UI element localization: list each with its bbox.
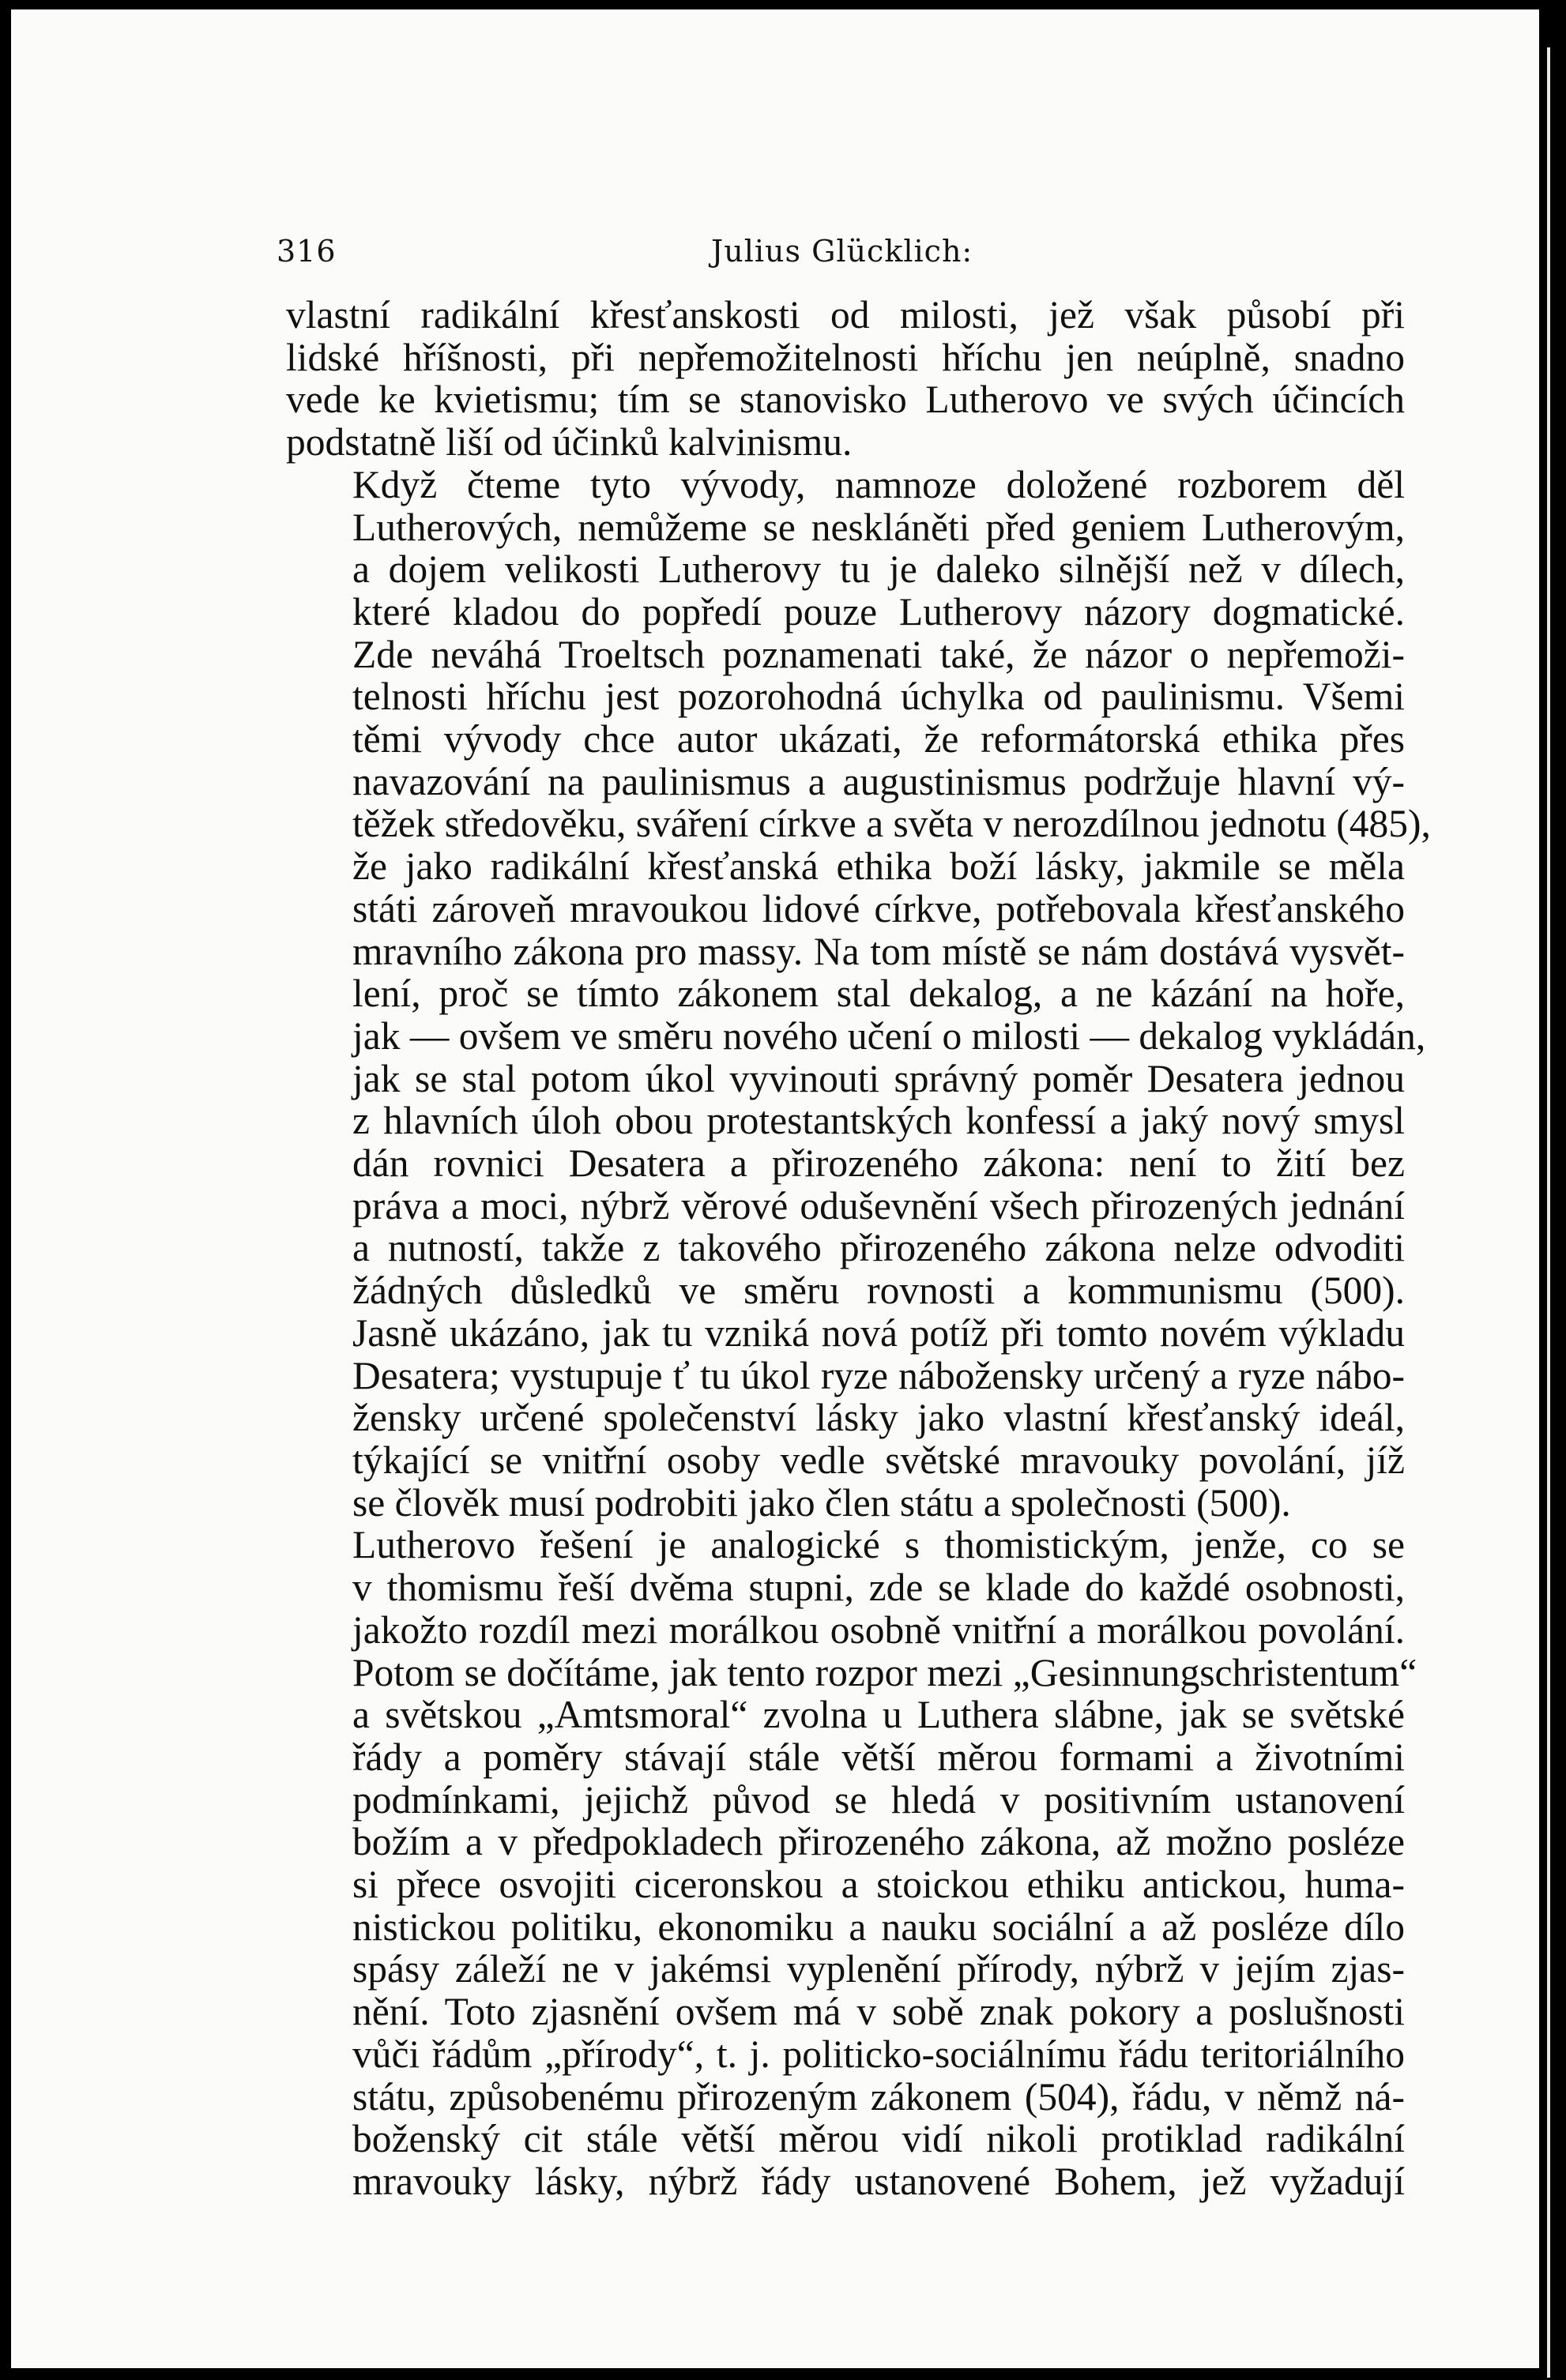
text-line: božím a v předpokladech přirozeného zákona, až možno posléze <box>352 1820 1405 1864</box>
text-line: vlastní radikální křesťanskosti od milosti, jež však působí při <box>286 293 1405 337</box>
text-line: těmi vývody chce autor ukázati, že reformátorská ethika přes <box>352 717 1405 761</box>
text-line: se člověk musí podrobiti jako člen státu a společnosti (500). <box>352 1480 1291 1525</box>
text-line: si přece osvojiti ciceronskou a stoickou ethiku antickou, huma- <box>352 1863 1405 1907</box>
page-edge-line <box>1547 47 1550 2378</box>
text-line: a nutností, takže z takového přirozeného zákona nelze odvoditi <box>352 1226 1405 1270</box>
text-line: nistickou politiku, ekonomiku a nauku sociální a až posléze dílo <box>352 1904 1405 1949</box>
text-line: v thomismu řeší dvěma stupni, zde se klade do každé osobnosti, <box>352 1566 1405 1610</box>
text-line: podmínkami, jejichž původ se hledá v positivním ustanovení <box>352 1777 1405 1822</box>
text-line: jak — ovšem ve směru nového učení o milosti — dekalog vykládán, <box>352 1013 1426 1058</box>
text-line: Zde neváhá Troeltsch poznamenati také, že názor o nepřemoži- <box>352 632 1405 676</box>
text-line: a dojem velikosti Lutherovy tu je daleko silnější než v dílech, <box>352 547 1405 592</box>
text-line: podstatně liší od účinků kalvinismu. <box>286 420 853 464</box>
text-line: mravouky lásky, nýbrž řády ustanovené Bohem, jež vyžadují <box>352 2159 1405 2203</box>
text-line: nění. Toto zjasnění ovšem má v sobě znak pokory a poslušnosti <box>352 1990 1405 2034</box>
paragraph-1 <box>286 294 1405 464</box>
text-line: lidské hříšnosti, při nepřemožitelnosti hříchu jen neúplně, snadno <box>286 335 1405 379</box>
text-line: spásy záleží ne v jakémsi vyplenění přírody, nýbrž v jejím zjas- <box>352 1947 1405 1991</box>
paragraph-2 <box>286 462 1431 1525</box>
scan-border-right <box>1539 0 1566 2380</box>
running-head: Julius Glücklich: <box>711 234 973 269</box>
text-line: které kladou do popředí pouze Lutherovy názory dogmatické. <box>352 589 1405 634</box>
text-line: a světskou „Amtsmoral“ zvolna u Luthera slábne, jak se světské <box>352 1693 1405 1737</box>
text-line: boženský cit stále větší měrou vidí nikoli protiklad radikální <box>352 2117 1405 2161</box>
body-text <box>286 293 1431 2203</box>
text-line: žádných důsledků ve směru rovnosti a kommunismu (500). <box>352 1269 1405 1313</box>
text-line: Když čteme tyto vývody, namnoze doložené rozborem děl <box>352 462 1405 506</box>
text-line: že jako radikální křesťanská ethika boží lásky, jakmile se měla <box>352 844 1405 889</box>
text-line: telnosti hříchu jest pozorohodná úchylka od paulinismu. Všemi <box>352 675 1405 719</box>
text-line: Jasně ukázáno, jak tu vzniká nová potíž při tomto novém výkladu <box>352 1310 1405 1355</box>
text-line: lení, proč se tímto zákonem stal dekalog, a ne kázání na hoře, <box>352 972 1405 1016</box>
text-line: Desatera; vystupuje ť tu úkol ryze nábožensky určený a ryze nábo- <box>352 1353 1405 1397</box>
paragraph-3 <box>286 1523 1417 2203</box>
text-line: jakožto rozdíl mezi morálkou osobně vnitřní a morálkou povolání. <box>352 1607 1405 1652</box>
text-line: státu, způsobenému přirozeným zákonem (504), řádu, v němž ná- <box>352 2074 1405 2119</box>
text-line: Potom se dočítáme, jak tento rozpor mezi „Gesinnungschristentum“ <box>352 1650 1417 1694</box>
text-line: řády a poměry stávají stále větší měrou formami a životními <box>352 1735 1405 1779</box>
text-line: státi zároveň mravoukou lidové církve, potřebovala křesťanského <box>352 886 1405 931</box>
text-line: vůči řádům „přírody“, t. j. politicko-sociálnímu řádu teritoriálního <box>352 2032 1405 2076</box>
text-line: jak se stal potom úkol vyvinouti správný poměr Desatera jednou <box>352 1056 1405 1100</box>
text-line: týkající se vnitřní osoby vedle světské mravouky povolání, jíž <box>352 1438 1405 1482</box>
text-line: Lutherových, nemůžeme se neskláněti před geniem Lutherovým, <box>352 505 1405 549</box>
text-line: těžek středověku, sváření církve a světa v nerozdílnou jednotu (485), <box>352 802 1431 846</box>
text-line: vede ke kvietismu; tím se stanovisko Lutherovo ve svých účincích <box>286 378 1405 422</box>
text-line: dán rovnici Desatera a přirozeného zákona: není to žití bez <box>352 1141 1405 1186</box>
text-line: z hlavních úloh obou protestantských konfessí a jaký nový smysl <box>352 1099 1405 1143</box>
page-number: 316 <box>277 234 337 269</box>
text-line: práva a moci, nýbrž věrové oduševnění všech přirozených jednání <box>352 1183 1405 1228</box>
text-line: Lutherovo řešení je analogické s thomistickým, jenže, co se <box>352 1523 1405 1567</box>
text-line: žensky určené společenství lásky jako vlastní křesťanský ideál, <box>352 1396 1405 1440</box>
text-line: mravního zákona pro massy. Na tom místě se nám dostává vysvět- <box>352 929 1405 973</box>
text-line: navazování na paulinismus a augustinismus podržuje hlavní vý- <box>352 759 1405 803</box>
